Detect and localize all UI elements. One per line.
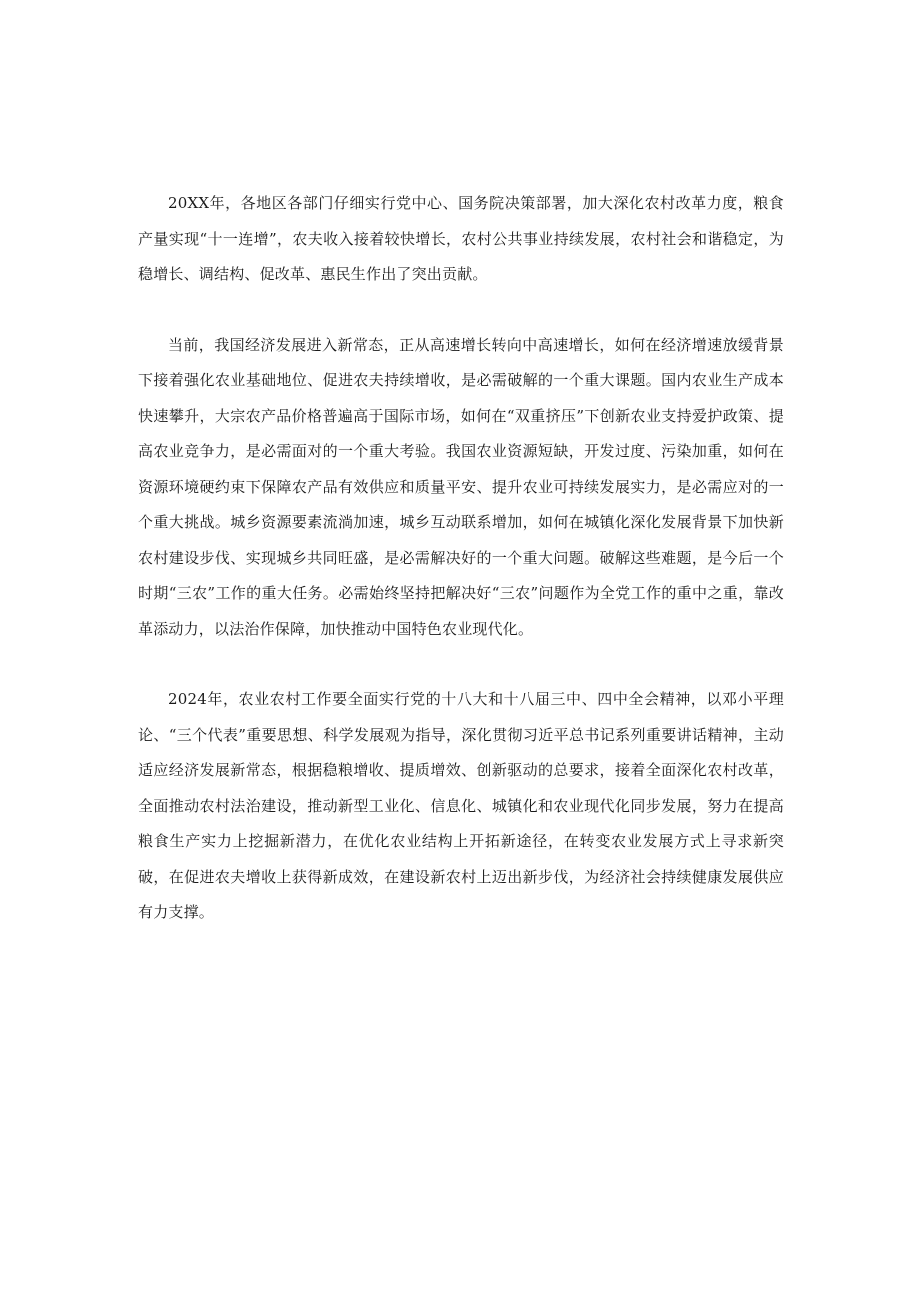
paragraph-3: 2024年，农业农村工作要全面实行党的十八大和十八届三中、四中全会精神，以邓小平理论、“三个代表”重要思想、科学发展观为指导，深化贯彻习近平总书记系列重要讲话精神，主动适应经济发展新常态，根据稳粮增收、提质增效、创新驱动的总要求，接着全面深化农村改革，全面推动农村法治建设，推动新型工业化、信息化、城镇化和农业现代化同步发展，努力在提高粮食生产实力上挖掘新潜力，在优化农业结构上开拓新途径，在转变农业发展方式上寻求新突破，在促进农夫增收上获得新成效，在建设新农村上迈出新步伐，为经济社会持续健康发展供应有力支撑。 <box>138 690 784 921</box>
paragraph-2: 当前，我国经济发展进入新常态，正从高速增长转向中高速增长，如何在经济增速放缓背景下接着强化农业基础地位、促进农夫持续增收，是必需破解的一个重大课题。国内农业生产成本快速攀升，大宗农产品价格普遍高于国际市场，如何在“双重挤压”下创新农业支持爱护政策、提高农业竞争力，是必需面对的一个重大考验。我国农业资源短缺，开发过度、污染加重，如何在资源环境硬约束下保障农产品有效供应和质量平安、提升农业可持续发展实力，是必需应对的一个重大挑战。城乡资源要素流淌加速，城乡互动联系增加，如何在城镇化深化发展背景下加快新农村建设步伐、实现城乡共同旺盛，是必需解决好的一个重大问题。破解这些难题，是今后一个时期“三农”工作的重大任务。必需始终坚持把解决好“三农”问题作为全党工作的重中之重，靠改革添动力，以法治作保障，加快推动中国特色农业现代化。 <box>138 335 784 638</box>
paragraph-1: 20XX年，各地区各部门仔细实行党中心、国务院决策部署，加大深化农村改革力度，粮食产量实现“十一连增”，农夫收入接着较快增长，农村公共事业持续发展，农村社会和谐稳定，为稳增长、调结构、促改革、惠民生作出了突出贡献。 <box>138 194 784 283</box>
document-body <box>138 186 784 931</box>
